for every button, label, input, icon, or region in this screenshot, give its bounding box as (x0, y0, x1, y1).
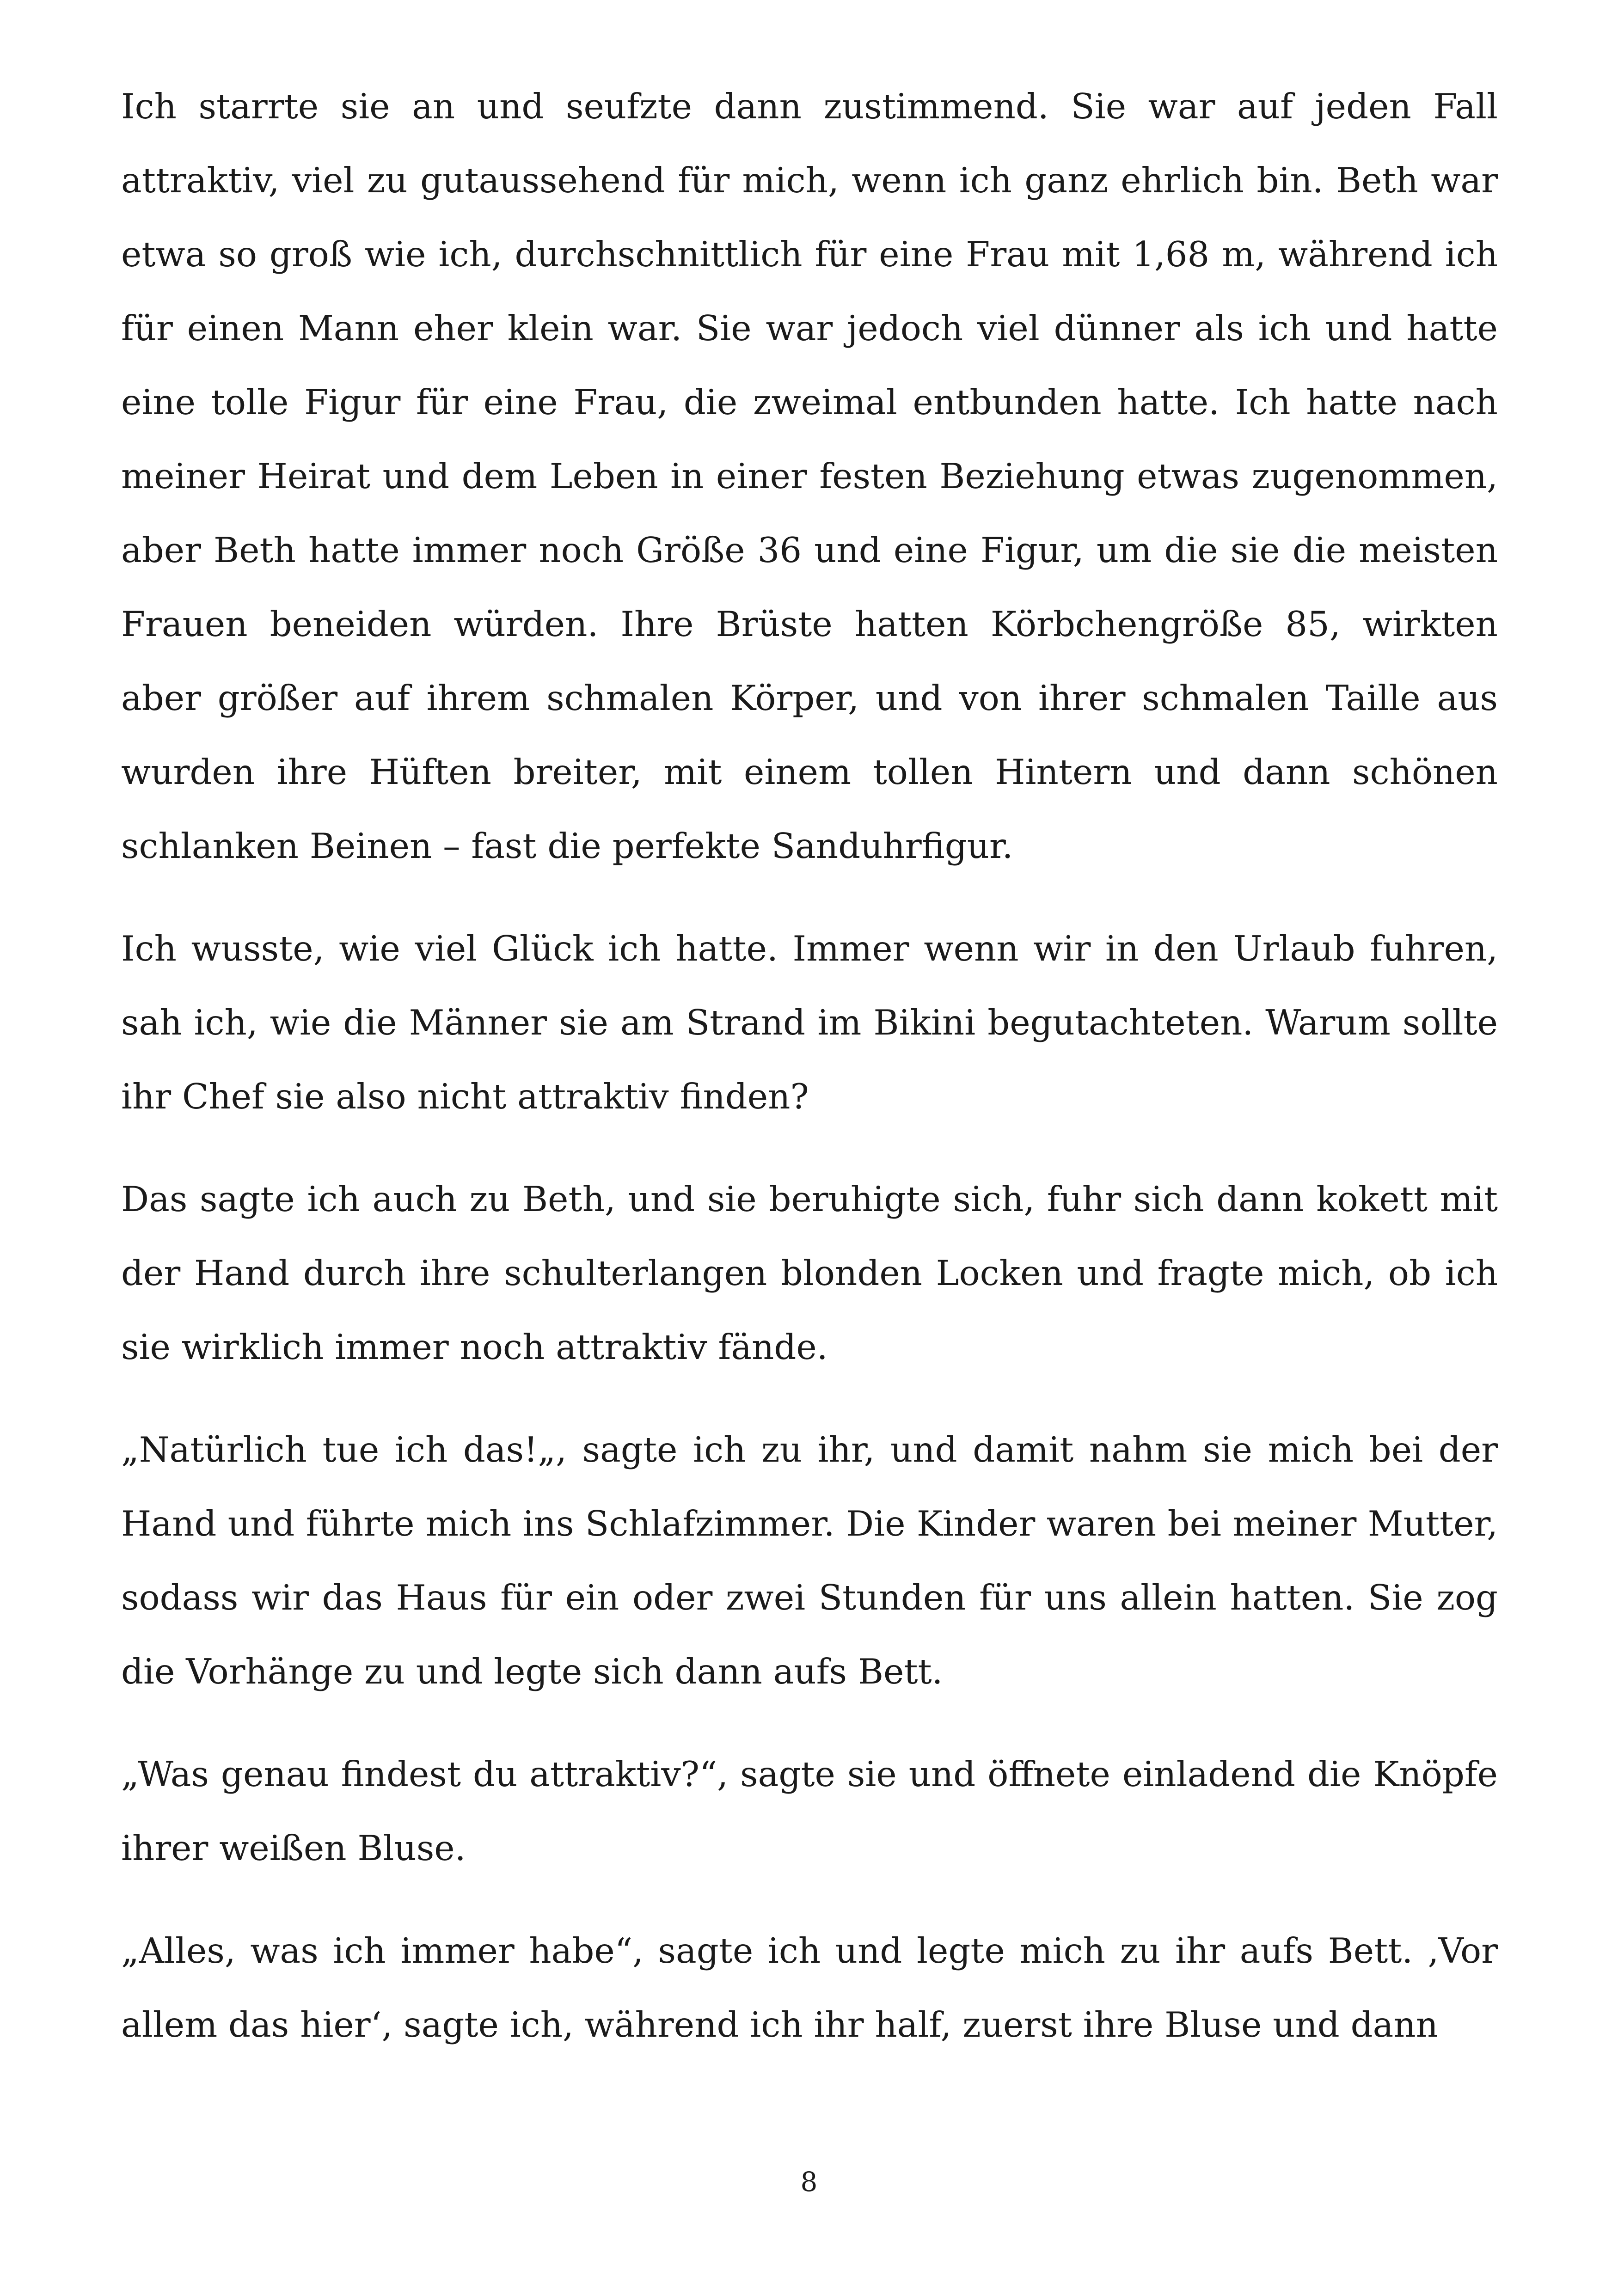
body-text (121, 69, 1498, 2090)
paragraph: „Was genau findest du attraktiv?“, sagte sie und öffnete einladend die Knöpfe ihrer weißen Bluse. (121, 1754, 1498, 1868)
paragraph: Das sagte ich auch zu Beth, und sie beruhigte sich, fuhr sich dann kokett mit der Hand durch ihre schulterlangen blonden Locken und fragte mich, ob ich sie wirklich immer noch attraktiv fände. (121, 1179, 1498, 1367)
paragraph: Ich starrte sie an und seufzte dann zustimmend. Sie war auf jeden Fall attraktiv, viel zu gutaussehend für mich, wenn ich ganz ehrlich bin. Beth war etwa so groß wie ich, durchschnittlich für eine Frau mit 1,68 m, während ich für einen Mann eher klein war. Sie war jedoch viel dünner als ich und hatte eine tolle Figur für eine Frau, die zweimal entbunden hatte. Ich hatte nach meiner Heirat und dem Leben in einer festen Beziehung etwas zugenommen, aber Beth hatte immer noch Größe 36 und eine Figur, um die sie die meisten Frauen beneiden würden. Ihre Brüste hatten Körbchengröße 85, wirkten aber größer auf ihrem schmalen Körper, und von ihrer schmalen Taille aus wurden ihre Hüften breiter, mit einem tollen Hintern und dann schönen schlanken Beinen – fast die perfekte Sanduhrfigur. (121, 86, 1498, 866)
page-number: 8 (800, 2166, 818, 2198)
paragraph: „Natürlich tue ich das!„, sagte ich zu ihr, und damit nahm sie mich bei der Hand und führte mich ins Schlafzimmer. Die Kinder waren bei meiner Mutter, sodass wir das Haus für ein oder zwei Stunden für uns allein hatten. Sie zog die Vorhänge zu und legte sich dann aufs Bett. (121, 1429, 1498, 1692)
paragraph: „Alles, was ich immer habe“, sagte ich und legte mich zu ihr aufs Bett. ‚Vor allem das hier‘, sagte ich, während ich ihr half, zuerst ihre Bluse und dann (121, 1930, 1498, 2045)
paragraph: Ich wusste, wie viel Glück ich hatte. Immer wenn wir in den Urlaub fuhren, sah ich, wie die Männer sie am Strand im Bikini begutachteten. Warum sollte ihr Chef sie also nicht attraktiv finden? (121, 928, 1498, 1117)
